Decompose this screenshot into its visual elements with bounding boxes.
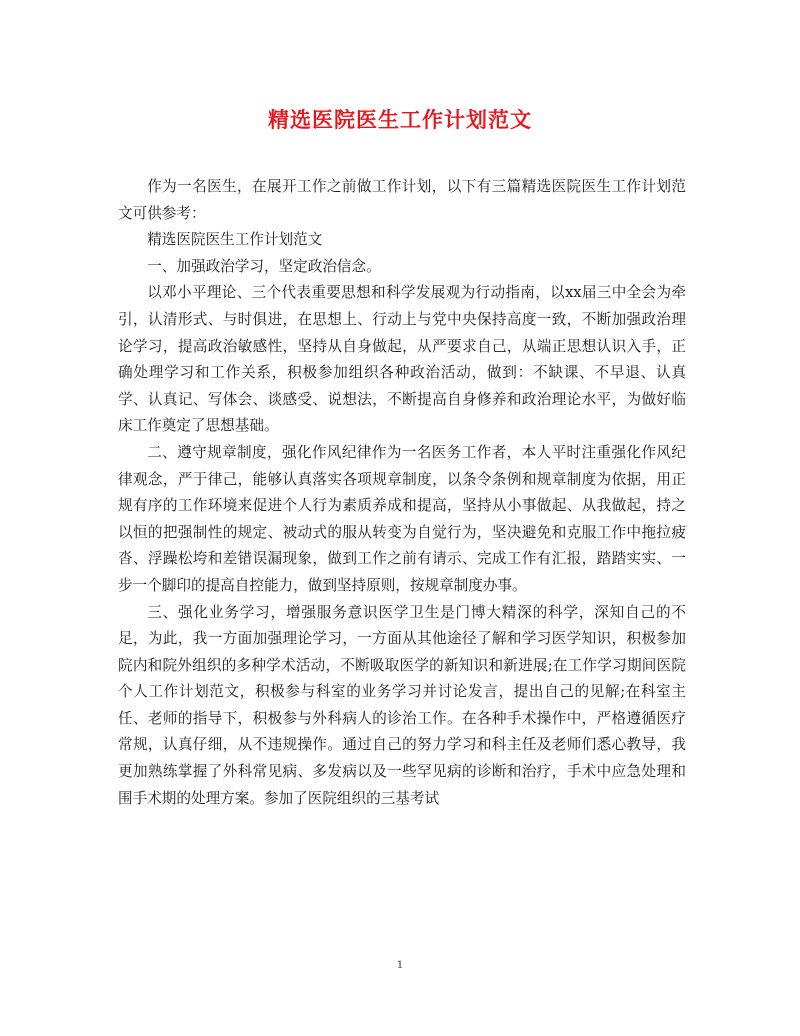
document-title: 精选医院医生工作计划范文 — [268, 107, 532, 132]
intro-paragraph: 作为一名医生，在展开工作之前做工作计划，以下有三篇精选医院医生工作计划范文可供参考： — [118, 178, 686, 222]
section-heading: 精选医院医生工作计划范文 — [147, 231, 323, 249]
point-two-paragraph: 二、遵守规章制度，强化作风纪律作为一名医务工作者，本人平时注重强化作风纪律观念，严于律己，能够认真落实各项规章制度，以条令条例和规章制度为依据，用正规有序的工作环境来促进个人行为素质养成和提高，坚持从小事做起、从我做起，持之以恒的把强制性的规定、被动式的服从转变为自觉行为，坚决避免和克服工作中拖拉疲沓、浮躁松垮和差错误漏现象，做到工作之前有请示、完成工作有汇报，踏踏实实、一步一个脚印的提高自控能力，做到坚持原则，按规章制度办事。 — [118, 443, 686, 594]
point-one-heading: 一、加强政治学习，坚定政治信念。 — [147, 257, 381, 275]
page-number: 1 — [396, 960, 404, 971]
point-three-paragraph: 三、强化业务学习，增强服务意识医学卫生是门博大精深的科学，深知自己的不足，为此，我一方面加强理论学习，一方面从其他途径了解和学习医学知识，积极参加院内和院外组织的多种学术活动，不断吸取医学的新知识和新进展;在工作学习期间医院个人工作计划范文，积极参与科室的业务学习并讨论发言，提出自己的见解;在科室主任、老师的指导下，积极参与外科病人的诊治工作。在各种手术操作中，严格遵循医疗常规，认真仔细，从不违规操作。通过自己的努力学习和科主任及老师们悉心教导，我更加熟练掌握了外科常见病、多发病以及一些罕见病的诊断和治疗，手术中应急处理和围手术期的处理方案。参加了医院组织的三基考试 — [118, 603, 686, 807]
document-body — [118, 174, 686, 812]
point-one-paragraph: 以邓小平理论、三个代表重要思想和科学发展观为行动指南，以xx届三中全会为牵引，认清形式、与时俱进，在思想上、行动上与党中央保持高度一致，不断加强政治理论学习，提高政治敏感性，坚持从自身做起，从严要求自己，从端正思想认识入手，正确处理学习和工作关系，积极参加组织各种政治活动，做到：不缺课、不早退、认真学、认真记、写体会、谈感受、说想法，不断提高自身修养和政治理论水平，为做好临床工作奠定了思想基础。 — [118, 284, 686, 435]
